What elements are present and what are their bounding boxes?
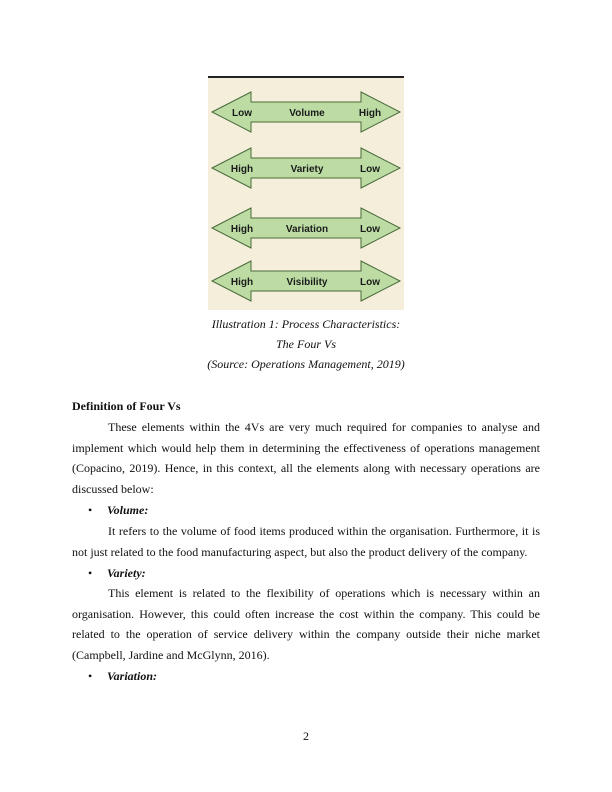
volume-arrow <box>212 92 400 132</box>
visibility-arrow <box>212 261 400 301</box>
bullet-marker-volume: • <box>88 503 93 517</box>
variation-arrow-center-label: Variation <box>285 224 329 235</box>
figure-caption-source: (Source: Operations Management, 2019) <box>207 357 405 371</box>
volume-arrow-center-label: Volume <box>289 108 325 119</box>
variety-arrow-center-label: Variety <box>290 164 324 175</box>
visibility-arrow-center-label: Visibility <box>286 277 328 288</box>
bullet-label-variety: Variety: <box>107 566 146 580</box>
figure-caption-title: Illustration 1: Process Characteristics: <box>211 317 401 331</box>
volume-paragraph: It refers to the volume of food items produced within the organisation. Furthermore, it is not just related to the food manufacturing aspect, but also the product delivery of the company. <box>72 524 540 559</box>
volume-arrow-right-label: High <box>358 108 382 119</box>
variety-arrow-right-label: Low <box>360 164 380 175</box>
bullet-label-volume: Volume: <box>107 503 149 517</box>
variation-arrow <box>212 208 400 248</box>
variation-arrow-right-label: Low <box>360 224 380 235</box>
variation-arrow-left-label: High <box>230 224 254 235</box>
variety-paragraph: This element is related to the flexibility of operations which is necessary within an organisation. However, this could often increase the cost within the company. This could be related to the operation of service delivery within the company outside their niche market (Campbell, Jardine and McGlynn, 2016). <box>72 586 540 662</box>
bullet-marker-variety: • <box>88 566 93 580</box>
intro-paragraph: These elements within the 4Vs are very much required for companies to analyse and implement which would help them in determining the effectiveness of operations management (Copacino, 2019). Hence, in this context, all the elements along with necessary operations are discussed below: <box>72 420 540 496</box>
variety-arrow-left-label: High <box>230 164 254 175</box>
page-number: 2 <box>303 729 309 743</box>
four-vs-figure <box>208 76 404 310</box>
visibility-arrow-left-label: High <box>230 277 254 288</box>
figure-caption-subtitle: The Four Vs <box>276 337 336 351</box>
variety-arrow <box>212 148 400 188</box>
section-heading: Definition of Four Vs <box>72 399 181 413</box>
four-vs-diagram <box>208 76 404 310</box>
bullet-label-variation: Variation: <box>107 669 158 683</box>
volume-arrow-left-label: Low <box>232 108 252 119</box>
bullet-marker-variation: • <box>88 669 93 683</box>
visibility-arrow-right-label: Low <box>360 277 380 288</box>
